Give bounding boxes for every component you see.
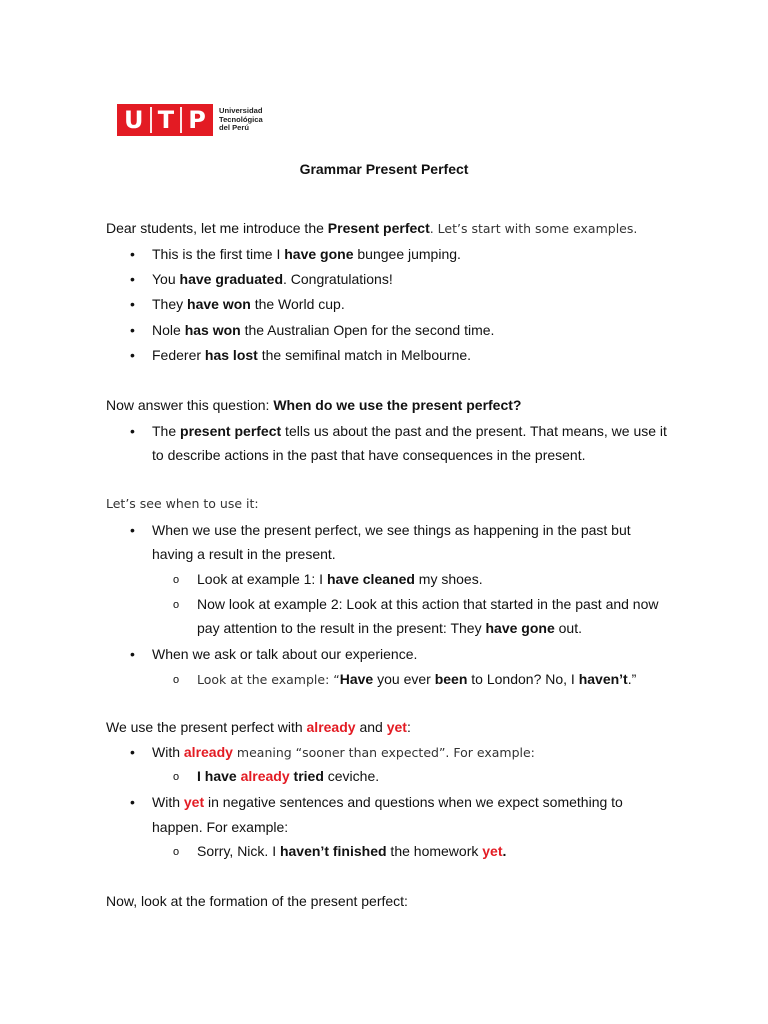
bullet-icon: • xyxy=(130,744,135,760)
when-heading: Let’s see when to use it: xyxy=(106,496,259,511)
list-item: Federer has lost the semifinal match in Melbourne. xyxy=(152,347,472,363)
bullet-icon: • xyxy=(130,322,135,338)
sub-bullet-icon: o xyxy=(173,599,180,611)
yet-line-1: With yet in negative sentences and questions when we expect something to xyxy=(152,794,623,810)
sub-list-item: Now look at example 2: Look at this action that started in the past and now xyxy=(197,596,659,612)
logo-university-name: Universidad Tecnológica del Perú xyxy=(219,106,263,133)
answer-line-2: to describe actions in the past that have consequences in the present. xyxy=(152,447,586,463)
sub-list-item: Sorry, Nick. I haven’t finished the homework yet. xyxy=(197,843,507,859)
bullet-icon: • xyxy=(130,347,135,363)
page-title: Grammar Present Perfect xyxy=(299,161,469,177)
sub-list-item: I have already tried ceviche. xyxy=(197,768,380,784)
bullet-icon: • xyxy=(130,296,135,312)
sub-bullet-icon: o xyxy=(173,574,180,586)
list-item: This is the first time I have gone bungee jumping. xyxy=(152,246,461,262)
when1-line-2: having a result in the present. xyxy=(152,546,336,562)
intro-paragraph: Dear students, let me introduce the Present perfect. Let’s start with some examples. xyxy=(106,220,638,236)
logo-letter-p: P xyxy=(188,106,206,134)
logo-mark xyxy=(117,104,213,136)
sub-list-item: Look at example 1: I have cleaned my shoes. xyxy=(197,571,483,587)
list-item: They have won the World cup. xyxy=(152,296,345,312)
bullet-icon: • xyxy=(130,794,135,810)
when1-line-1: When we use the present perfect, we see things as happening in the past but xyxy=(152,522,631,538)
question-paragraph: Now answer this question: When do we use the present perfect? xyxy=(106,397,522,413)
logo-divider xyxy=(180,107,182,133)
list-item: Nole has won the Australian Open for the second time. xyxy=(152,322,495,338)
bullet-icon: • xyxy=(130,271,135,287)
sub-list-item-cont: pay attention to the result in the present: They have gone out. xyxy=(197,620,582,636)
already-line: With already meaning “sooner than expected”. For example: xyxy=(152,744,535,760)
when2-line: When we ask or talk about our experience. xyxy=(152,646,418,662)
sub-bullet-icon: o xyxy=(173,771,180,783)
formation-paragraph: Now, look at the formation of the present perfect: xyxy=(106,893,408,909)
already-yet-paragraph: We use the present perfect with already and yet: xyxy=(106,719,411,735)
bullet-icon: • xyxy=(130,246,135,262)
bullet-icon: • xyxy=(130,423,135,439)
bullet-icon: • xyxy=(130,646,135,662)
logo-letter-u: U xyxy=(124,106,144,134)
answer-line-1: The present perfect tells us about the past and the present. That means, we use it xyxy=(152,423,667,439)
yet-line-2: happen. For example: xyxy=(152,819,289,835)
bullet-icon: • xyxy=(130,522,135,538)
logo-divider xyxy=(150,107,152,133)
sub-bullet-icon: o xyxy=(173,674,180,686)
sub-list-item: Look at the example: “Have you ever been to London? No, I haven’t.” xyxy=(197,671,637,687)
list-item: You have graduated. Congratulations! xyxy=(152,271,393,287)
utp-logo xyxy=(117,104,263,136)
logo-letter-t: T xyxy=(157,106,175,134)
sub-bullet-icon: o xyxy=(173,846,180,858)
